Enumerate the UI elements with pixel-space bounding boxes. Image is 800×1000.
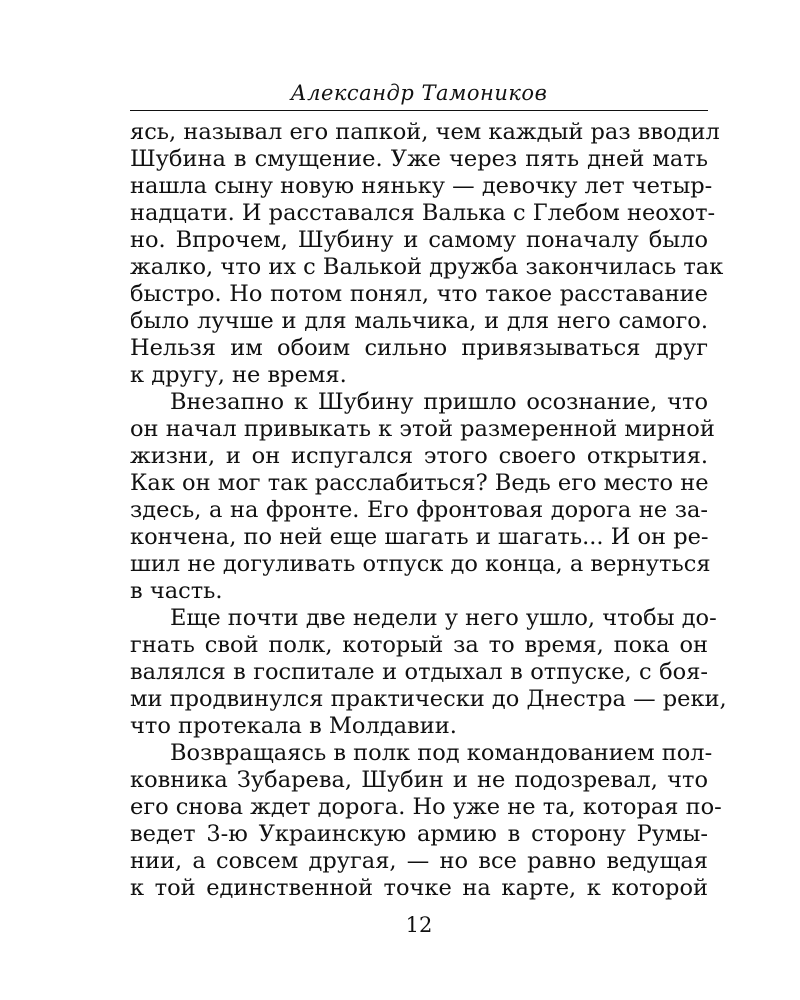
text-line: он начал привыкать к этой размеренной мирной [130,416,715,442]
paragraph [130,605,727,740]
text-line: ведет 3-ю Украинскую армию в сторону Румы- [130,821,708,847]
text-line: что протекала в Молдавии. [130,713,457,739]
text-line: ясь, называл его папкой, чем каждый раз вводил [130,119,720,145]
header-rule [130,110,708,111]
text-line: к той единственной точке на карте, к которой [130,875,708,901]
paragraph [130,119,724,389]
text-line: быстро. Но потом понял, что такое расставание [130,281,708,307]
text-line: ковника Зубарева, Шубин и не подозревал, что [130,767,708,793]
text-line: Внезапно к Шубину пришло осознание, что [170,389,708,415]
book-page [130,80,727,902]
text-line: Как он мог так расслабиться? Ведь его место не [130,470,709,496]
page-number: 12 [405,913,433,937]
body-text [130,119,727,902]
text-line: нии, а совсем другая, — но все равно ведущая [130,848,708,874]
text-line: в часть. [130,578,223,604]
text-line: здесь, а на фронте. Его фронтовая дорога не за- [130,497,708,523]
text-line: было лучше и для мальчика, и для него самого. [130,308,708,334]
text-line: кончена, по ней еще шагать и шагать... И он ре- [130,524,709,550]
text-line: гнать свой полк, который за то время, пока он [130,632,708,658]
text-line: шил не догуливать отпуск до конца, а вернуться [130,551,711,577]
text-line: жизни, и он испугался этого своего открытия. [130,443,708,469]
text-line: Нельзя им обоим сильно привязываться друг [130,335,708,361]
paragraph [130,740,722,902]
text-line: Шубина в смущение. Уже через пять дней мать [130,146,708,172]
running-head-author: Александр Тамоников [290,81,548,105]
text-line: Возвращаясь в полк под командованием пол- [170,740,713,766]
text-line: Еще почти две недели у него ушло, чтобы до- [170,605,717,631]
text-line: к другу, не время. [130,362,347,388]
text-line: его снова ждет дорога. Но уже не та, которая по- [130,794,722,820]
text-line: нашла сыну новую няньку — девочку лет четыр- [130,173,713,199]
text-line: но. Впрочем, Шубину и самому поначалу было [130,227,708,253]
text-line: жалко, что их с Валькой дружба закончилась так [130,254,724,280]
text-line: валялся в госпитале и отдыхал в отпуске, с боя- [130,659,708,685]
text-line: ми продвинулся практически до Днестра — реки, [130,686,727,712]
text-line: надцати. И расставался Валька с Глебом неохот- [130,200,716,226]
paragraph [130,389,715,605]
